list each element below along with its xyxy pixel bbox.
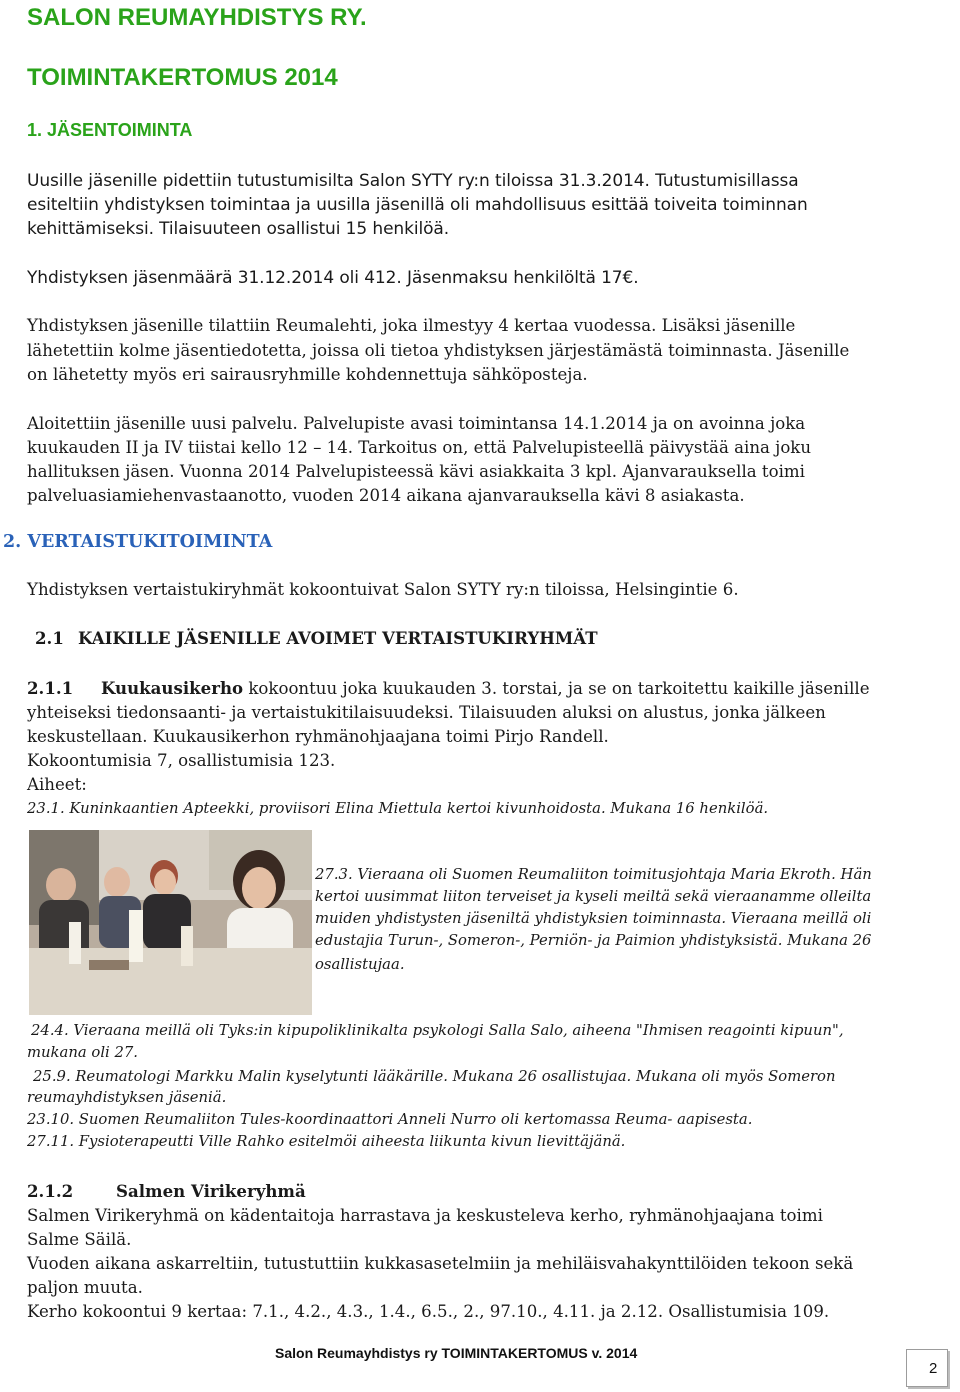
subsubsection-number: 2.1.1: [27, 678, 74, 698]
paragraph-line: Uusille jäsenille pidettiin tutustumisilta Salon SYTY ry:n tiloissa 31.3.2014. Tutustumisillassa: [27, 171, 799, 191]
topic-item: 27.3. Vieraana oli Suomen Reumaliiton toimitusjohtaja Maria Ekroth. Hän: [315, 866, 872, 883]
paragraph-line: esiteltiin yhdistyksen toimintaa ja uusilla jäsenillä oli mahdollisuus esittää toiveita toiminnan: [27, 195, 808, 215]
page-number-box: [906, 1349, 948, 1387]
topic-item: 27.11. Fysioterapeutti Ville Rahko esitelmöi aiheesta liikunta kivun lievittäjänä.: [27, 1133, 626, 1150]
page-footer: Salon Reumayhdistys ry TOIMINTAKERTOMUS v. 2014: [275, 1345, 638, 1361]
topic-item: 25.9. Reumatologi Markku Malin kyselytunti lääkärille. Mukana 26 osallistujaa. Mukana oli myös Someron: [33, 1068, 836, 1085]
paragraph-line: palveluasiamiehenvastaanotto, vuoden 2014 aikana ajanvarauksella kävi 8 asiakasta.: [27, 486, 745, 505]
paragraph-line: [101, 678, 870, 698]
paragraph-line: paljon muuta.: [27, 1278, 143, 1297]
topic-item: 24.4. Vieraana meillä oli Tyks:in kipupoliklinikalta psykologi Salla Salo, aiheena "Ihmisen reagointi kipuun",: [31, 1022, 844, 1039]
paragraph-line: Vuoden aikana askarreltiin, tutustuttiin kukkasasetelmiin ja mehiläisvahakynttilöiden tekoon sekä: [27, 1254, 854, 1273]
paragraph-text: kokoontuu joka kuukauden 3. torstai, ja se on tarkoitettu kaikille jäsenille: [243, 679, 870, 698]
paragraph-line: keskustellaan. Kuukausikerhon ryhmänohjaajana toimi Pirjo Randell.: [27, 727, 609, 746]
subsection-heading: KAIKILLE JÄSENILLE AVOIMET VERTAISTUKIRYHMÄT: [78, 628, 598, 648]
topic-item: mukana oli 27.: [27, 1044, 139, 1061]
paragraph-line: Aiheet:: [27, 775, 87, 794]
paragraph-line: hallituksen jäsen. Vuonna 2014 Palvelupisteessä kävi asiakkaita 3 kpl. Ajanvarauksella toimi: [27, 462, 805, 481]
page-number: 2: [929, 1360, 938, 1377]
topic-item: edustajia Turun-, Someron-, Perniön- ja Paimion yhdistyksistä. Mukana 26: [315, 932, 872, 949]
paragraph-line: yhteiseksi tiedonsaanti- ja vertaistukitilaisuudeksi. Tilaisuuden aluksi on alustus, jonka jälkeen: [27, 703, 826, 722]
paragraph-line: Aloitettiin jäsenille uusi palvelu. Palvelupiste avasi toimintansa 14.1.2014 ja on avoinna joka: [27, 414, 806, 433]
subsubsection-number: 2.1.2: [27, 1181, 74, 1201]
section-1-heading: 1. JÄSENTOIMINTA: [27, 120, 193, 140]
paragraph-line: Yhdistyksen jäsenmäärä 31.12.2014 oli 412. Jäsenmaksu henkilöltä 17€.: [27, 268, 639, 288]
paragraph-line: kehittämiseksi. Tilaisuuteen osallistui 15 henkilöä.: [27, 219, 450, 239]
report-title: TOIMINTAKERTOMUS 2014: [27, 64, 338, 91]
paragraph-line: Yhdistyksen jäsenille tilattiin Reumalehti, joka ilmestyy 4 kertaa vuodessa. Lisäksi jäsenille: [27, 316, 796, 335]
kuukausikerho-label: Kuukausikerho: [101, 678, 244, 698]
paragraph-line: Kerho kokoontui 9 kertaa: 7.1., 4.2., 4.3., 1.4., 6.5., 2., 97.10., 4.11. ja 2.12. Osallistumisia 109.: [27, 1302, 830, 1321]
topic-item: 23.10. Suomen Reumaliiton Tules-koordinaattori Anneli Nurro oli kertomassa Reuma- aapisesta.: [27, 1111, 753, 1128]
paragraph-line: on lähetetty myös eri sairausryhmille kohdennettuja sähköposteja.: [27, 365, 588, 384]
meeting-photo: [29, 830, 312, 1015]
topic-item: muiden yhdistysten jäseniltä yhdistyksien toiminnasta. Vieraana meillä oli: [315, 910, 872, 927]
paragraph-line: Salmen Virikeryhmä on kädentaitoja harrastava ja keskusteleva kerho, ryhmänohjaajana toimi: [27, 1206, 823, 1225]
paragraph-line: kuukauden II ja IV tiistai kello 12 – 14. Tarkoitus on, että Palvelupisteellä päivystää aina joku: [27, 438, 812, 457]
paragraph-line: lähetettiin kolme jäsentiedotetta, joissa oli tietoa yhdistyksen järjestämästä toiminnasta. Jäsenille: [27, 341, 850, 360]
subsection-number: 2.1: [35, 628, 64, 648]
topic-item: 23.1. Kuninkaantien Apteekki, proviisori Elina Miettula kertoi kivunhoidosta. Mukana 16 henkilöä.: [27, 800, 769, 817]
org-title: SALON REUMAYHDISTYS RY.: [27, 4, 367, 31]
subsubsection-heading: Salmen Virikeryhmä: [116, 1181, 306, 1201]
paragraph-line: Kokoontumisia 7, osallistumisia 123.: [27, 751, 336, 770]
topic-item: osallistujaa.: [315, 956, 405, 973]
paragraph-line: Yhdistyksen vertaistukiryhmät kokoontuivat Salon SYTY ry:n tiloissa, Helsingintie 6.: [27, 580, 739, 599]
topic-item: kertoi uusimmat liiton terveiset ja kyseli meiltä sekä vieraanamme olleilta: [315, 888, 872, 905]
paragraph-line: Salme Säilä.: [27, 1230, 132, 1249]
topic-item: reumayhdistyksen jäseniä.: [27, 1089, 227, 1106]
section-2-heading: 2. VERTAISTUKITOIMINTA: [3, 532, 273, 552]
